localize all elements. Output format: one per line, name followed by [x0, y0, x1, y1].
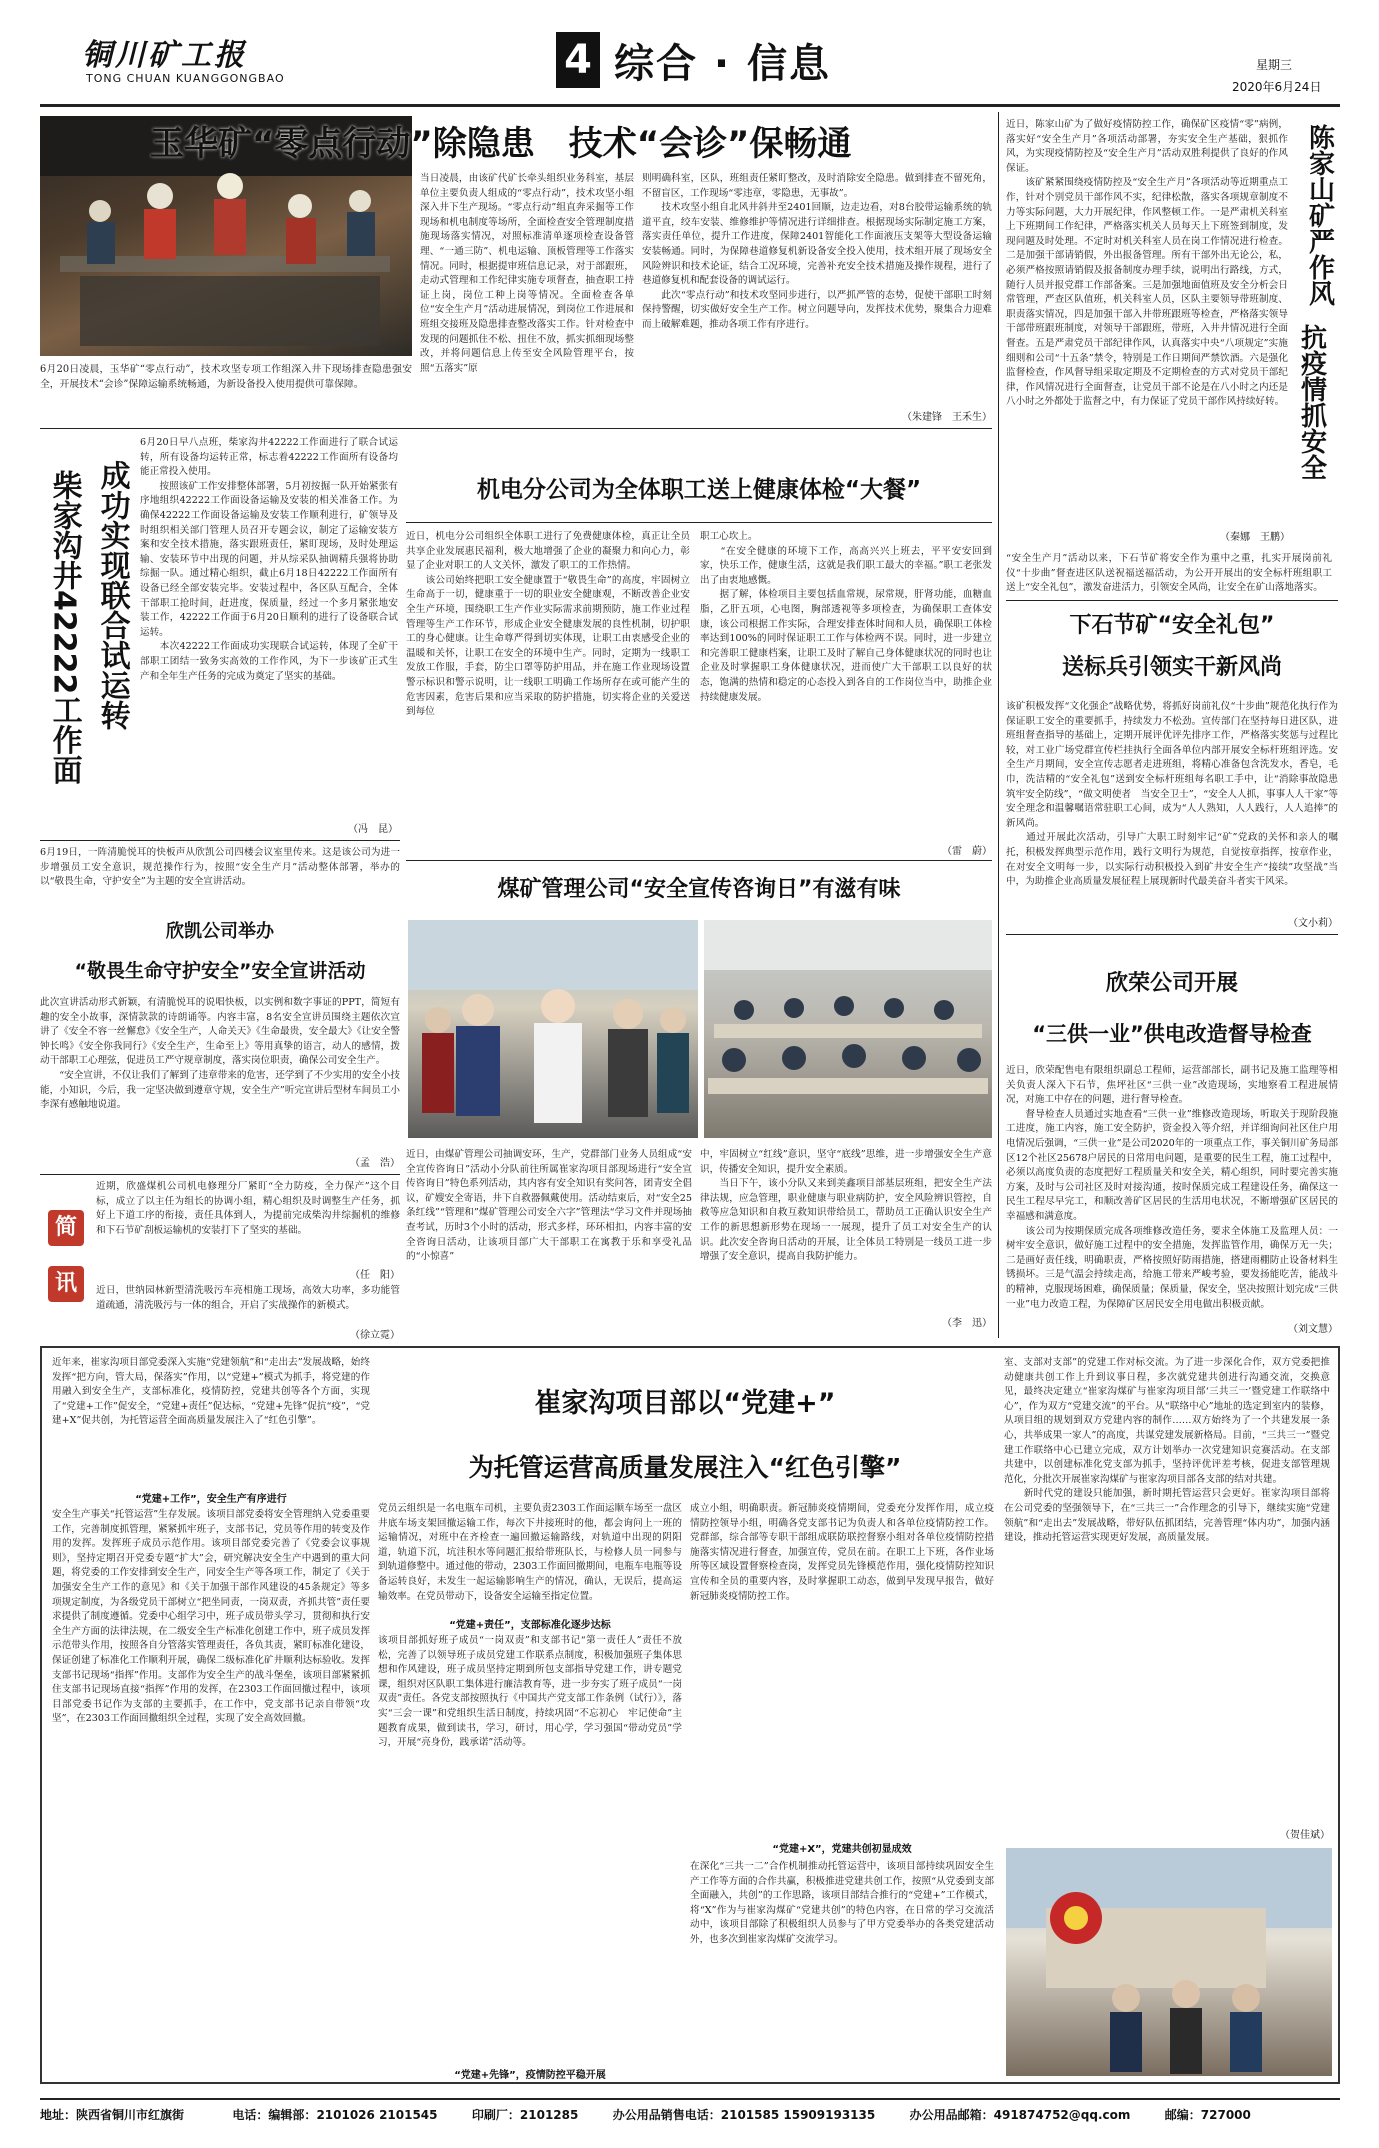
- footer-post: 727000: [1200, 2108, 1251, 2122]
- brief-item-1: 近期，欣盛煤机公司机电修理分厂紧盯“全力防疫，全力保产”这个目标，成立了以主任为组长的协调小组，精心组织及时调整生产任务，抓好上下道工序的衔接，责任具体到人，为提前完成柴沟井综掘机的维修和下石节矿刮板运输机的安装打下了坚实的基础。: [96, 1181, 400, 1236]
- a4-photo-2: [704, 920, 992, 1138]
- a2-headline-2: 柴家沟井42222工作面: [46, 470, 82, 785]
- footer-editorial: 2101026 2101545: [316, 2108, 438, 2122]
- a9-byline: （贺佳斌）: [1280, 1830, 1330, 1841]
- a4-photo-1: [408, 920, 698, 1138]
- a2-byline: （冯 昆）: [348, 824, 398, 835]
- right-column-divider: [998, 112, 999, 1338]
- a6-tail: “安全生产月”活动以来，下石节矿将安全作为重中之重，扎实开展岗前礼仪“十步曲”督查进区队送祝福送福活动，为公开开展出的安全标杆班组职工送上“安全礼包”，激发奋进活力，引领安全风尚，让安全在矿山落地落实。: [1006, 553, 1332, 594]
- a6-byline: （秦娜 王鹏）: [1220, 532, 1290, 543]
- weekday: 星期三: [1256, 58, 1293, 72]
- a9-sub4: “党建+X”，党建共创初显成效: [772, 1844, 912, 1855]
- a6-headline-2: 抗疫情抓安全: [1296, 324, 1327, 480]
- a5-byline: （孟 浩）: [350, 1158, 400, 1169]
- footer-office: 491874752@qq.com: [993, 2108, 1131, 2122]
- masthead: [0, 0, 1379, 112]
- footer-print: 2101285: [519, 2108, 579, 2122]
- a8-body: 近日，欣荣配售电有限组织副总工程师，运营部部长，副书记及施工监理等相关负责人深入下石节，焦坪社区“三供一业”改造现场，实地察看工程进展情况，对施工中存在的问题，进行督导检查。 督导检查人员通过实地查看“三供一业”维修改造现场，听取关于现阶段施工进度，施工内容，施工安全防护，资金投入等介绍，并详细询问社区住户用电情况后强调，“三供一业”是公司2020年的一项重点工作，事关铜川矿务局部区12个社区25678户居民的日常用电问题，是重要的民生工程，施工过程中，必须以高度负责的态度把好工程质量关和安全关，精心组织，同时要完善实施方案，及时与公司社区及时对接沟通，按时保质完成工程建设任务，确保这一民生工程尽早完工，和顺改善矿区居民的生活用电状况，不断增强矿区居民的幸福感和满意度。 该公司为按期保质完成各项维修改造任务，要求全体施工及监理人员：一树牢安全意识，做好施工过程中的安全措施，发挥监管作用，确保万无一失；二是画好责任线，明确职责，严格按照好防雨措施，搭建雨棚防止设备材料生锈损坏。三是气温会持续走高，给施工带来严峻考验，要发扬能吃苦，能战斗的精神，克服现场困难，确保质量；保质量，保安全，坚决按照计划完成“三供一业”电力改造工程，为保障矿区居民安全用电做出积极贡献。: [1006, 1065, 1338, 1310]
- a7-headline-1: 下石节矿“安全礼包”: [1069, 613, 1275, 638]
- a4-byline: （李 迅）: [942, 1318, 992, 1329]
- a1-caption: 6月20日凌晨，玉华矿“零点行动”，技术攻坚专项工作组深入井下现场排查隐患强安全，开展技术“会诊”保障运输系统畅通，为新设备投入使用提供可靠保障。: [40, 364, 412, 390]
- a8-byline: （刘文慧）: [1288, 1324, 1338, 1335]
- a9-col2: 党员云组织是一名电瓶车司机，主要负责2303工作面运顺车场至一盘区井底车场支架回撤运输工作，每次下井接班时的他，都会询问上一班的运输情况，对班中在齐检查一遍回撤运输路线，对轨道中出现的阴阳道，轨道下沉，坑洼积水等问题汇报给带班队长，与检修人员一同参与到轨道修整中。通过他的带动，2303工作面回撤期间，电瓶车电瓶等设备运转良好，未发生一起运输影响生产的情况，确认，无误后，提高运输效率。在党员带动下，设备安全运输至指定位置。: [378, 1503, 682, 1602]
- a9-sub1: “党建+工作”，安全生产有序进行: [135, 1494, 287, 1505]
- a3-byline: （雷 蔚）: [942, 846, 992, 857]
- a1-byline: （朱建锋 王禾生）: [902, 412, 992, 423]
- footer-office-label: 办公用品邮箱：: [909, 2108, 994, 2122]
- a4-headline: 煤矿管理公司“安全宣传咨询日”有滋有味: [497, 877, 901, 902]
- a8-label: 欣荣公司开展: [1105, 971, 1238, 996]
- a8-rule: [1006, 934, 1338, 935]
- a9-intro: 近年来，崔家沟项目部党委深入实施“党建领航”和“走出去”发展战略，始终发挥“把方向，管大局，保落实”作用，以“党建+”模式为抓手，将党建的作用融入到安全生产，支部标准化，疫情防控，党建共创等各个方面，实现了“党建+工作”促安全，“党建+责任”促达标，“党建+先锋”促抗“疫”，“党建+X”促共创，为托管运营全面高质量发展注入了“红色引擎”。: [52, 1357, 370, 1427]
- a7-byline: （文小莉）: [1288, 918, 1338, 929]
- footer-address: 陕西省铜川市红旗街: [76, 2108, 185, 2122]
- a1-col3: 则明确科室，区队，班组责任紧盯整改，及时消除安全隐患。做到排查不留死角，不留盲区，工作现场“零违章，零隐患，无事故”。 技术攻坚小组自北风井斜井至2401回顺，边走边看，对8台胶带运输系统的轨道平直，绞车安装、维修维护等情况进行详细排查。根据现场实际制定施工方案，落实责任单位，提升工作进度，保障2401智能化工作面液压支架等大型设备运输安装畅通。同时，为保障巷道修复机新设备安全投入使用，技术组开展了现场安全风险辨识和技术论证，结合工况环境，完善补充安全技术措施及操作规程，进行了巷道修复机和配套设备的调试运行。 此次“零点行动”和技术攻坚同步进行，以严抓严管的态势，促使干部职工时刻保持警醒，切实做好安全生产工作。树立问题导向，发挥技术优势，聚集合力迎难而上破解难题，推动各项工作有序进行。: [642, 173, 992, 330]
- a9-col1: 安全生产事关“托管运营”生存发展。该项目部党委将安全管理纳入党委重要工作，完善制度抓管理，紧紧抓牢班子，支部书记，党员等作用的转变及作用的发挥。发挥班子成员示范作用。该项目部党委完善了《党委会议事规则》，坚持定期召开党委专题“扩大”会，研究解决安全生产中遇到的重大问题，将党委的工作安排到安全生产，同安全生产等各项工作，制定了《关于加强安全生产工作的意见》和《关于加强干部作风建设的45条规定》等多项规定制度，为各级党员干部树立“把坐同责，一岗双责，齐抓共管”责任要求提供了制度遵循。党委中心组学习中，班子成员带头学习，贯彻和执行安全生产方面的法律法规，在二级安全生产标准化创建工作中，班子成员发挥示范带头作用，按照各自分管落实管理责任，各负其责，紧盯标准化建设，保证创建了标准化工作顺利开展，确保二级标准化矿井顺利达标验收。发挥支部书记现场“指挥”作用。支部作为安全生产的战斗堡垒，该项目部紧紧抓住支部书记现场直接“指挥”作用的发挥，在2303工作面回撤过程中，该项目部党委书记作为支部的主要抓手，在工作中，党支部书记亲自带领“攻坚”，在2303工作面回撤组织全过程，实现了安全高效回撤。: [52, 1509, 370, 1725]
- brief-label-1: 简: [48, 1210, 84, 1246]
- a5-label: 欣凯公司举办: [166, 921, 274, 942]
- masthead-rule: [40, 104, 1340, 107]
- a2-headline-1: 成功实现联合试运转: [94, 460, 130, 730]
- footer-rule: [40, 2098, 1340, 2100]
- a9-col3b: 在深化“三共一二”合作机制推动托管运营中，该项目部持续巩固安全生产工作等方面的合作共赢，积极推进党建共创工作，按照“从党委到支部全面融入，共创”的工作思路，该项目部结合推行的“党建+”工作模式，将“X”作为与崔家沟煤矿“党建共创”的特色内容，在日常的学习交流活动中，该项目部除了积极组织人员参与了甲方党委举办的各类党建活动外，也多次到崔家沟煤矿交流学习。: [690, 1861, 994, 1945]
- footer-editorial-label: 编辑部：: [268, 2108, 317, 2122]
- a9-sub2: “党建+责任”，支部标准化逐步达标: [449, 1620, 611, 1631]
- footer-sales-label: 办公用品销售电话：: [612, 2108, 721, 2122]
- a3-col1: 近日，机电分公司组织全体职工进行了免费健康体检，真正让全员共享企业发展惠民福利，极大地增强了企业的凝聚力和向心力，彰显了企业对职工的人文关怀，激发了职工的工作热情。 该公司始终把职工安全健康置于“敬畏生命”的高度，牢固树立生命高于一切，健康重于一切的职业安全健康观，不断改善企业安全生产环境，围绕职工生产作业实际需求前期预防，施工作业过程管理等生产工作环节，形成企业安全健康发展的良性机制，切护职工的身心健康。让生命尊严得到切实体现，让职工由衷感受企业的温暖和关怀，让职工在安全的环境中生产。同时，定期为一线职工发放工作服，手套，防尘口罩等防护用品，并在施工作业现场设置警示标识和警示说明，让一线职工明确工作场所存在或可能产生的危害因素，危害后果和应当采取的防护措施，切实将企业的关爱送到每位: [406, 531, 690, 718]
- a2-a5-rule: [40, 840, 400, 841]
- a4-col2: 中，牢固树立“红线”意识，坚守“底线”思维，进一步增强安全生产意识，传播安全知识，提升安全素质。 当日下午，该小分队又来到美鑫项目部基层班组，把安全生产法律法规，应急管理，职业健康与职业病防护，安全风险辨识管控，自救等应急知识和自救互救知识带给员工，帮助员工正确认识安全生产工作的新思想新形势在现场一一展现，提升了员工对安全生产的认识。此次安全咨询日活动的开展，让全体员工特别是一线员工进一步增强了安全意识，提高自我防护能力。: [700, 1149, 992, 1263]
- a7-rule: [1006, 600, 1338, 601]
- a2-body: 6月20日早八点班，柴家沟井42222工作面进行了联合试运转，所有设备均运转正常，标志着42222工作面所有设备均能正常投入使用。 按照该矿工作安排整体部署，5月初按掘一队开始紧张有序地组织42222工作面设备运输及安装的相关准备工作。为确保42222工作面设备运输及安装工作顺利进行，矿领导及时组织相关部门管理人员召开专题会议，制定了运输安装方案和安全技术措施，落实跟班责任，紧盯现场，及时处理运输、安装环节中出现的问题，并从综采队抽调精兵强将协助综掘一队。通过精心组织，截止6月18日42222工作面所有设备已经全部安装完毕。安装过程中，各区队互配合，全体干部职工抢时间，赶进度，保质量，经过一个多月紧张地安装工作，42222工作面于6月20日顺利的进行了设备联合试运转。 本次42222工作面成功实现联合试运转，体现了全矿干部职工团结一致务实高效的工作作风，为下一步该矿正式生产和全年生产任务的完成为奠定了坚实的基础。: [140, 437, 398, 682]
- a3-rule: [406, 522, 992, 523]
- a3-headline: 机电分公司为全体职工送上健康体检“大餐”: [476, 477, 922, 503]
- a6-headline-1: 陈家山矿严作风: [1304, 124, 1335, 306]
- a9-col3: 成立小组，明确职责。新冠肺炎疫情期间，党委充分发挥作用，成立疫情防控领导小组，明确各党支部书记为负责人和各单位疫情防控工作。党群部，综合部等专职干部组成联防联控督察小组对各单位疫情防控措施落实情况进行督查，加强宣传，党员在前。在职工上下班，各作业场所等区域设置督察检查岗，发挥党员先锋模范作用，强化疫情防控知识宣传和全员的重要内容，及时掌握职工动态，做到早发现早报告，做好新冠肺炎疫情防控工作。: [690, 1503, 994, 1602]
- a9-headline-2: 为托管运营高质量发展注入“红色引擎”: [468, 1453, 902, 1482]
- a7-body: 该矿积极发挥“文化强企”战略优势，将抓好岗前礼仪“十步曲”规范化执行作为保证职工安全的重要抓手，持续发力不松劲。宣传部门在坚持每日进区队，进班组督查指导的基础上，定期开展评优评先排序工作，严格落实奖惩与过程比较，对工业广场党群宣传栏挂执行全面各单位内部开展安全标杆班组评选。安全生产月期间，安全宣传志愿者走进班组，将精心准备包含洗发水，香皂，毛巾，洗洁精的“安全礼包”送到安全标杆班组每名职工手中，让“消除事故隐患 筑牢安全防线”，“做文明使者 当安全卫士”，“安全人人抓，事事人人干家”等安全理念和温馨嘱语常驻职工心间，成为“人人熟知，人人践行，人人追捧”的新风尚。 通过开展此次活动，引导广大职工时刻牢记“矿”党政的关怀和亲人的嘱托，积极发挥典型示范作用，践行文明行为规范，自觉按章指挥，按章作业，在对安全文明每一步，以实际行动积极投入到矿井安全生产“接续”攻坚战”当中，为助推企业高质量发展征程上展现新时代最美奋斗者实干风采。: [1006, 701, 1338, 888]
- date: 2020年6月24日: [1232, 80, 1322, 94]
- footer-phone-label: 电话：: [232, 2108, 269, 2122]
- brief-item-2: 近日，世纳园林新型清洗吸污车亮相施工现场，高效大功率，多功能管道疏通，清洗吸污与一体的组合，开启了实战操作的新模式。: [96, 1285, 400, 1311]
- a9-headline-1: 崔家沟项目部以“党建+”: [534, 1388, 836, 1419]
- a7-headline-2: 送标兵引领实干新风尚: [1061, 655, 1282, 680]
- a9-photo: [1006, 1848, 1332, 2076]
- a8-headline: “三供一业”供电改造督导检查: [1032, 1022, 1312, 1046]
- a1-rule: [40, 428, 992, 429]
- brief-item-2-byline: （徐立霓）: [350, 1330, 400, 1341]
- brief-label-2: 讯: [48, 1266, 84, 1302]
- a9-col4: 室、支部对支部”的党建工作对标交流。为了进一步深化合作，双方党委把推动健康共创工作上升到议事日程，多次就党建共创进行沟通交流，交换意见，最终决定建立“崔家沟煤矿与崔家沟项目部‘三共三一’暨党建工作联络中心”，作为双方“党建交流”的平台。从“联络中心”地址的选定到室内的装修，从项目组的规划到双方党建内容的制作……双方始终为了一个共建发展一条心，共举成果一家人”的高度，共谋党建发展新格局。目前，“三共三一”暨党建工作联络中心已建立完成，双方计划举办一次党建知识竞赛活动。在支部共建中，以创建标准化党支部为抓手，坚持评优评差考核，促进支部管理规范化，分批次开展崔家沟煤矿与崔家沟项目部各支部的结对共建。 新时代党的建设只能加强，新时期托管运营只会更好。崔家沟项目部将在公司党委的坚强领导下，在“三共三一”合作理念的引导下，继续实施“党建领航”和“走出去”发展战略，带好队伍抓团结，完善管理“体内功”，加强内涵建设，推动托管运营实现更好发展，高质量发展。: [1004, 1357, 1330, 1544]
- a4-rule: [406, 860, 992, 861]
- a9-col2b: 该项目部抓好班子成员“一岗双责”和支部书记“第一责任人”责任不放松，完善了以领导班子成员党建工作联系点制度，积极加强班子集体思想和作风建设，班子成员坚持定期到所包支部指导党建工作，讲专题党课，组织对区队职工集体进行廉洁教育等，进一步夯实了班子成员“一岗双责”责任。各党支部按照执行《中国共产党支部工作条例（试行）》，落实“三会一课”和党组织生活日制度，持续巩固“不忘初心 牢记使命”主题教育成果，做到读书，学习，研讨，用心学，学习强国“带动党员”学习，开展“亮身份，践承诺”活动等。: [378, 1635, 682, 1749]
- footer-sales: 2101585 15909193135: [720, 2108, 876, 2122]
- a5-body: 此次宣讲活动形式新颖，有清脆悦耳的说唱快板，以实例和数字事证的PPT，简短有趣的安全小故事，深情款款的诗朗诵等。内容丰富，8名安全宣讲员围绕主题依次宣讲了《安全不容一丝懈怠》《安全生产，人命关天》《生命最贵，安全最大》《让安全警钟长鸣》《安全你我同行》《安全生产，生命至上》等用真挚的语言，动人的感情，拨动干部职工心理弦，促进员工严守规章制度，落实岗位职责，确保公司安全生产。 “安全宣讲，不仅让我们了解到了违章带来的危害，还学到了不少实用的安全小技能，小知识，今后，我一定坚决做到遵章守规，安全生产”听完宣讲后型材车间员工小李深有感触地说道。: [40, 997, 400, 1111]
- a9-sub3: “党建+先锋”，疫情防控平稳开展: [454, 2070, 606, 2081]
- section-title: 综合 · 信息: [614, 41, 832, 87]
- footer-address-label: 地址：: [40, 2108, 77, 2122]
- a5-intro: 6月19日，一阵清脆悦耳的快板声从欣凯公司四楼会议室里传来。这是该公司为进一步增强员工安全意识，规范操作行为，按照“安全生产月”活动整体部署，举办的以“敬畏生命，守护安全”为主题的安全宣讲活动。: [40, 847, 400, 888]
- footer-post-label: 邮编：: [1164, 2108, 1201, 2122]
- a4-col1: 近日，由煤矿管理公司抽调安环，生产，党群部门业务人员组成“安全宣传咨询日”活动小分队前往所属崔家沟项目部现场进行“安全宣传咨询日”特色系列活动，其内容有安全知识有奖问答，团青安全倡议，矿嫂安全寄语，井下自救器佩戴使用。活动结束后，对“安全25条红线”“管理和”煤矿管理公司安全六字”管理法“学习文件并现场抽查考试，历时3个小时的活动，形式多样，环环相扣，内容丰富的安全咨询日活动，让该项目部广大干部职工在寓教于乐和享受礼品的“小惊喜”: [406, 1149, 692, 1263]
- a1-headline: 玉华矿“零点行动”除隐患 技术“会诊”保畅通: [150, 124, 852, 164]
- a5-headline: “敬畏生命守护安全”安全宣讲活动: [74, 960, 366, 982]
- a3-col2: 职工心坎上。 “在安全健康的环境下工作，高高兴兴上班去，平平安安回到家，快乐工作，健康生活，这就是我们职工最大的幸福。”职工老张发出了由衷地感慨。 据了解，体检项目主要包括血常规，尿常规，肝肾功能，血糖血脂，乙肝五项，心电图，胸部透视等多项检查，为确保职工查体安康，该公司根据工作实际，合理安排查体时间和人员，确保职工体检率达到100%的同时保证职工工作与体检两不误。同时，进一步建立和完善职工健康档案，让职工及时了解自己身体健康状况的同时也让企业及时掌握职工身体健康状况，进而使广大干部职工以良好的状态，饱满的热情和稳定的心态投入到各自的工作岗位当中，助推企业持续健康发展。: [700, 531, 992, 703]
- brief-item-1-byline: （任 阳）: [350, 1270, 400, 1281]
- a6-body: 近日，陈家山矿为了做好疫情防控工作，确保矿区疫情“零”病例，落实好“安全生产月”各项活动部署，夯实安全生产基础，狠抓作风，为实现疫情防控及“安全生产月”活动双胜利提供了良好的作风保证。 该矿紧紧围绕疫情防控及“安全生产月”各项活动等近期重点工作，针对个别党员干部作风不实，纪律松散，落实各项规章制度不力等实际问题，大力开展纪律，作风整顿工作。一是严肃机关科室上下班期间工作纪律，严格落实机关人员每天上下班签到制度，发现问题及时处理。不定时对机关科室人员在岗工作情况进行检查。二是加强干部请销假，外出报备管理。所有干部外出无论公，私，必须严格按照请销假及报备制度办理手续，说明出行路线，方式，随行人员并报党群工作部备案。三是加强地面值班及安全分析会日常管理，严查区队值班，机关科室人员，区队主要领导带班制度、职责落实情况，四是加强干部入井带班跟班等检查，严格落实领导干部带班跟班制度，对领导干部跟班，带班，入井井情况进行全面督查。五是严肃党员干部纪律作风，认真落实中央“八项规定”实施细则和公司“十五条”禁令，特别是工作日期间严禁饮酒。六是强化监督检查，作风督导组采取定期及不定期检查的方式对党员干部纪律，作风情况进行全面督查，让党员干部不论是在八小时之内还是八小时之外都处于监督之中，有力保证了党员干部作风持续好转。: [1006, 119, 1288, 408]
- page-number-box: 4: [556, 32, 600, 88]
- a1-col2: 当日凌晨，由该矿代矿长牵头组织业务科室，基层单位主要负责人组成的“零点行动”，技术攻坚小组深入井下生产现场。“零点行动”组直奔采掘等工作现场和机电制度等场所，全面检查安全管理制度措施现场落实情况，对照标准清单逐项检查设备管理、“一通三防”、机电运输、顶板管理等工作落实情况。同时，根据提审班信息记录，对于部跟班，走动式管理和工作纪律实施专项督查，抽查职工持证上岗，岗位工种上岗等情况。全面检查各单位“安全生产月”活动进展情况，到岗位工作进展和班组交接班及隐患排查整改落实工作。针对检查中发现的问题抓住不松、扭住不放，抓实抓细现场整改，并将问题信息上传至安全风险管理平台，按照“五落实”原: [420, 173, 634, 374]
- a5-rule: [40, 1174, 400, 1175]
- paper-name: 铜川矿工报: [82, 38, 247, 73]
- footer: [40, 2106, 1340, 2130]
- footer-print-label: 印刷厂：: [471, 2108, 520, 2122]
- paper-name-pinyin: TONG CHUAN KUANGGONGBAO: [86, 72, 285, 85]
